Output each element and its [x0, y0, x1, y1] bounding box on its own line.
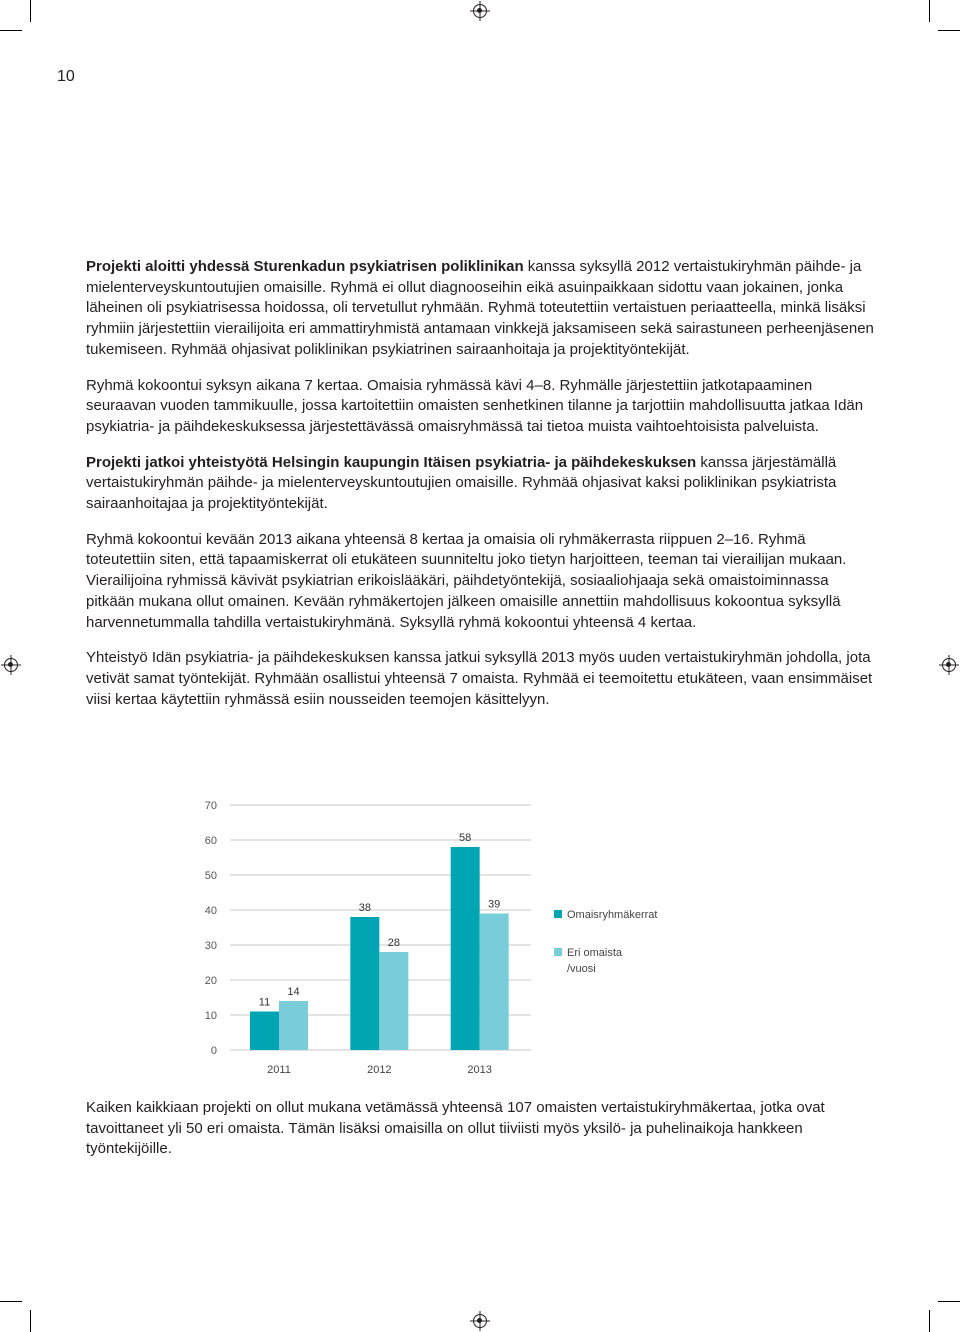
bar [451, 847, 480, 1050]
paragraph [86, 257, 876, 361]
x-tick-label: 2012 [367, 1064, 392, 1076]
crop-mark [938, 30, 960, 31]
paragraph-text: kanssa syksyllä 2012 vertaistukiryhmän päihde- ja mielenterveyskuntoutujien omaisille. Ryhmä ei ollut diagnooseihin eikä asuinpaikkaan sidottu vaan jokainen, jonka läheinen oli psykiatrisessa hoidossa, oli tervetullut ryhmään. Ryhmä toteutettiin vertaistuen periaatteella, minkä lisäksi ryhmiin järjestettiin vierailijoita eri ammattiryhmistä antamaan vinkkejä jaksamiseen sekä sairastuneen perheenjäsenen tukemiseen. Ryhmää ohjasivat poliklinikan psykiatrinen sairaanhoitaja ja projektityöntekijät. [86, 258, 874, 358]
data-label: 39 [488, 898, 501, 911]
paragraph-text: Ryhmä kokoontui kevään 2013 aikana yhteensä 8 kertaa ja omaisia oli ryhmäkerrasta riippuen 2–16. Ryhmä toteutettiin siten, että tapaamiskerrat oli etukäteen suunniteltu joko tietyn harjoitteen, teeman tai vierailijan mukaan. Vierailijoina ryhmissä kävivät psykiatrian erikoislääkäri, päihdetyöntekijä, sosiaaliohjaaja sekä omaistoiminnassa pitkään mukana ollut omainen. Kevään ryhmäkertojen jälkeen omaisille annettiin mahdollisuus kokoontua syksyllä harvennetummalla tahdilla vertaistukiryhmänä. Syksyllä ryhmä kokoontui yhteensä 4 kertaa. [86, 530, 847, 631]
crop-mark [938, 1301, 960, 1302]
paragraph-text: Ryhmä kokoontui syksyn aikana 7 kertaa. Omaisia ryhmässä kävi 4–8. Ryhmälle järjestettiin jatkotapaaminen seuraavan vuoden tammikuulle, jossa kartoitettiin omaisten senhetkinen tilanne ja tarjottiin mahdollisuutta jatkaa Idän psykiatria- ja päihdekeskuksessa järjestettävässä omaisryhmässä tai tietoa muista vaihtoehtoisista palveluista. [86, 376, 864, 435]
legend-label: Eri omaista /vuosi [567, 947, 623, 975]
data-label: 14 [287, 986, 300, 998]
registration-mark-icon [4, 658, 18, 672]
paragraph-text: kanssa järjestämällä vertaistukiryhmän päihde- ja mielenterveyskuntoutujien omaisille. Ryhmää ohjasivat kaksi poliklinikan psykiatrista sairaanhoitajaa ja projektityöntekijät. [86, 453, 837, 513]
registration-mark-icon [942, 658, 956, 672]
paragraph [86, 530, 876, 634]
registration-mark-icon [473, 4, 487, 18]
y-tick-label: 30 [204, 940, 217, 952]
y-tick-label: 70 [204, 800, 217, 812]
paragraph-text: Yhteistyö Idän psykiatria- ja päihdekeskuksen kanssa jatkui syksyllä 2013 myös uuden vertaistukiryhmän johdolla, jota vetivät samat työntekijät. Ryhmään osallistui yhteensä 7 omaista. Ryhmää ei teemoitettu etukäteen, vaan ensimmäiset viisi kertaa käytettiin ryhmässä esiin nousseiden teemojen käsittelyyn. [86, 649, 873, 708]
legend-label: Omaisryhmäkerrat [567, 909, 658, 921]
y-tick-label: 40 [204, 905, 217, 917]
body-text [86, 257, 876, 725]
paragraph [86, 453, 876, 515]
x-tick-label: 2011 [267, 1064, 291, 1076]
y-tick-label: 10 [204, 1010, 217, 1022]
bar [480, 914, 509, 1051]
crop-mark [30, 1310, 31, 1332]
crop-mark [929, 1310, 930, 1332]
y-tick-label: 0 [210, 1045, 217, 1057]
legend-swatch [554, 910, 562, 918]
bar-chart [186, 793, 706, 1083]
bar [379, 952, 408, 1050]
legend-swatch [554, 948, 562, 956]
page-number: 10 [57, 68, 75, 85]
x-tick-label: 2013 [467, 1064, 492, 1076]
bar [279, 1001, 308, 1050]
registration-mark-icon [473, 1314, 487, 1328]
bar [350, 917, 379, 1050]
crop-mark [0, 1301, 22, 1302]
data-label: 58 [459, 832, 472, 844]
closing-paragraph: Kaiken kaikkiaan projekti on ollut mukana vetämässä yhteensä 107 omaisten vertaistukiryhmäkertaa, jotka ovat tavoittaneet yli 50 eri omaista. Tämän lisäksi omaisilla on ollut tiiviisti myös yksilö- ja puhelinaikoja hankkeen työntekijöille. [86, 1099, 825, 1158]
y-tick-label: 20 [204, 975, 217, 987]
data-label: 11 [258, 996, 271, 1009]
paragraph-lead: Projekti aloitti yhdessä Sturenkadun psykiatrisen poliklinikan [86, 258, 524, 275]
y-tick-label: 60 [204, 835, 217, 847]
crop-mark [0, 30, 22, 31]
paragraph [86, 648, 876, 710]
crop-mark [30, 0, 31, 22]
data-label: 28 [387, 937, 400, 949]
paragraph [86, 376, 876, 438]
y-tick-label: 50 [204, 870, 217, 882]
crop-mark [929, 0, 930, 22]
bar [250, 1012, 279, 1051]
bar-chart-svg [186, 793, 706, 1083]
paragraph-lead: Projekti jatkoi yhteistyötä Helsingin kaupungin Itäisen psykiatria- ja päihdekeskuksen [86, 453, 697, 471]
data-label: 38 [358, 902, 371, 914]
